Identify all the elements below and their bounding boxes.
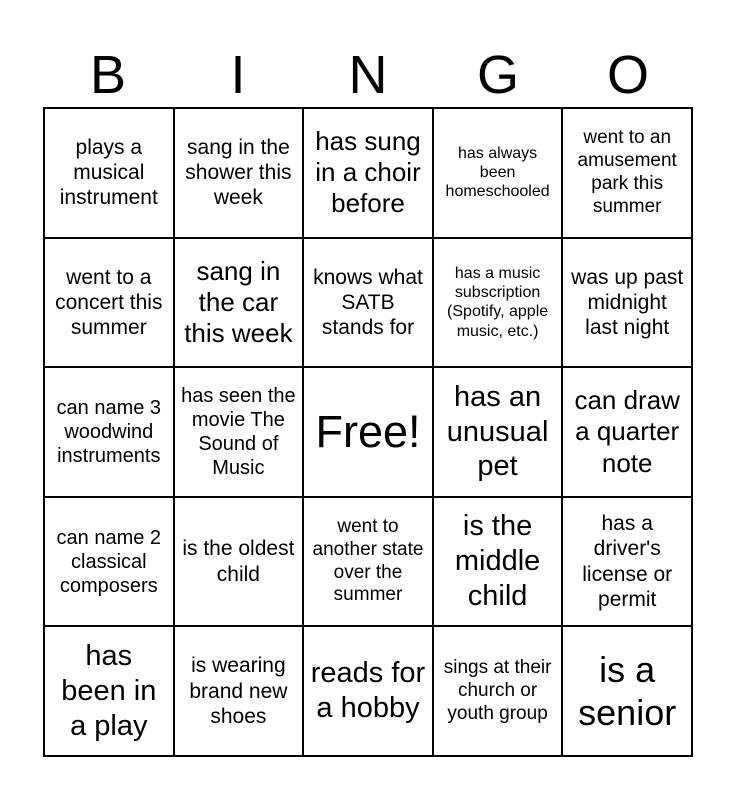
bingo-cell[interactable]: is the middle child <box>433 497 563 627</box>
bingo-cell[interactable]: went to an amusement park this summer <box>562 108 692 238</box>
bingo-cell[interactable]: reads for a hobby <box>303 626 433 756</box>
bingo-cell[interactable]: is wearing brand new shoes <box>174 626 304 756</box>
bingo-cell[interactable]: knows what SATB stands for <box>303 238 433 368</box>
bingo-cell[interactable]: went to a concert this summer <box>44 238 174 368</box>
bingo-cell[interactable]: sang in the shower this week <box>174 108 304 238</box>
bingo-cell[interactable]: sings at their church or youth group <box>433 626 563 756</box>
bingo-cell[interactable]: can draw a quarter note <box>562 367 692 497</box>
bingo-cell[interactable]: has sung in a choir before <box>303 108 433 238</box>
bingo-cell[interactable]: has a music subscription (Spotify, apple music, etc.) <box>433 238 563 368</box>
bingo-cell[interactable]: went to another state over the summer <box>303 497 433 627</box>
bingo-cell[interactable]: plays a musical instrument <box>44 108 174 238</box>
bingo-cell[interactable]: sang in the car this week <box>174 238 304 368</box>
bingo-cell-free[interactable]: Free! <box>303 367 433 497</box>
header-letter-n: N <box>348 45 388 105</box>
header-letter-o: O <box>606 45 649 105</box>
bingo-cell[interactable]: has an unusual pet <box>433 367 563 497</box>
header-letter-b: B <box>89 45 127 105</box>
bingo-cell[interactable]: can name 2 classical composers <box>44 497 174 627</box>
bingo-header <box>43 44 693 106</box>
header-letter-i: I <box>230 45 246 105</box>
bingo-cell[interactable]: has always been homeschooled <box>433 108 563 238</box>
bingo-cell[interactable]: is the oldest child <box>174 497 304 627</box>
bingo-cell[interactable]: has seen the movie The Sound of Music <box>174 367 304 497</box>
bingo-cell[interactable]: is a senior <box>562 626 692 756</box>
bingo-cell[interactable]: was up past midnight last night <box>562 238 692 368</box>
bingo-grid <box>43 107 693 757</box>
bingo-cell[interactable]: has a driver's license or permit <box>562 497 692 627</box>
bingo-cell[interactable]: has been in a play <box>44 626 174 756</box>
header-letter-g: G <box>476 45 519 105</box>
bingo-cell[interactable]: can name 3 woodwind instruments <box>44 367 174 497</box>
